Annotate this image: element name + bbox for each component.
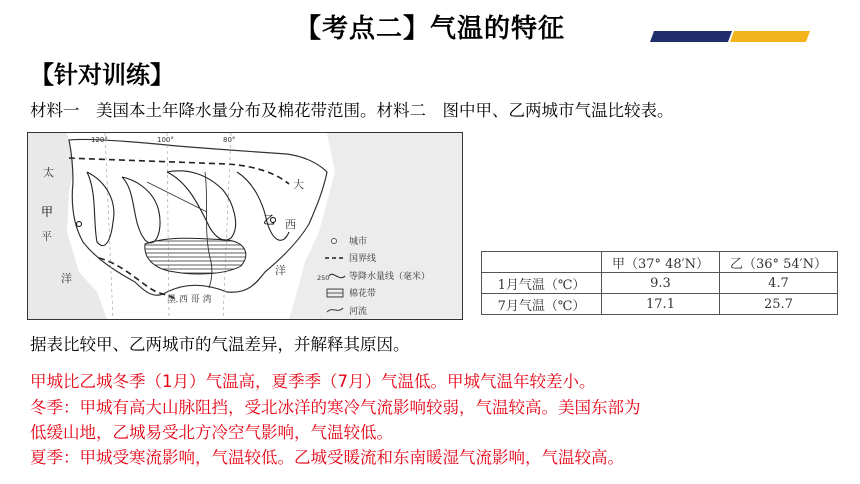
label-yang-east: 洋 bbox=[275, 264, 286, 277]
label-jia: 甲 bbox=[41, 205, 54, 219]
legend-contour-value: 250 bbox=[317, 274, 330, 282]
label-yi: 乙 bbox=[263, 213, 276, 227]
label-gulf: 墨 西 哥 湾 bbox=[167, 295, 212, 305]
label-lon100: 100° bbox=[157, 136, 174, 144]
label-lon80: 80° bbox=[223, 136, 236, 144]
question-text: 据表比较甲、乙两城市的气温差异，并解释其原因。 bbox=[30, 335, 410, 354]
legend-border: 国界线 bbox=[349, 254, 377, 264]
temperature-table bbox=[481, 251, 838, 315]
table-cell: 7月气温（℃） bbox=[482, 294, 602, 315]
label-da: 大 bbox=[293, 178, 304, 191]
section-heading: 【针对训练】 bbox=[30, 61, 174, 89]
table-row bbox=[482, 273, 838, 294]
label-ping: 平 bbox=[41, 230, 52, 243]
label-lon120: 120° bbox=[91, 136, 108, 144]
legend-cotton: 棉花带 bbox=[349, 289, 377, 299]
label-xi: 西 bbox=[285, 218, 296, 231]
table-cell: 25.7 bbox=[720, 294, 838, 315]
legend-city: 城市 bbox=[349, 237, 368, 247]
answer-line: 夏季：甲城受寒流影响，气温较低。乙城受暖流和东南暖湿气流影响，气温较高。 bbox=[30, 448, 624, 467]
legend-isohyet: 等降水量线（毫米） bbox=[349, 272, 431, 282]
legend-river: 河流 bbox=[349, 307, 368, 317]
table-cell: 1月气温（℃） bbox=[482, 273, 602, 294]
table-cell: 4.7 bbox=[720, 273, 838, 294]
material-text: 材料一 美国本土年降水量分布及棉花带范围。材料二 图中甲、乙两城市气温比较表。 bbox=[30, 101, 674, 120]
table-cell: 17.1 bbox=[602, 294, 720, 315]
table-cell: 9.3 bbox=[602, 273, 720, 294]
legend-city-icon bbox=[332, 239, 337, 244]
us-precipitation-map bbox=[27, 132, 463, 320]
answer-line: 低缓山地，乙城易受北方冷空气影响，气温较低。 bbox=[30, 423, 393, 442]
table-row bbox=[482, 294, 838, 315]
table-header: 乙（36° 54′N） bbox=[720, 252, 838, 273]
page-title: 【考点二】气温的特征 bbox=[294, 14, 565, 44]
table-header bbox=[482, 252, 602, 273]
label-yang: 洋 bbox=[61, 272, 72, 285]
answer-line: 甲城比乙城冬季（1月）气温高，夏季季（7月）气温低。甲城气温年较差小。 bbox=[30, 372, 596, 391]
accent-bar-blue bbox=[650, 31, 732, 42]
city-jia bbox=[77, 222, 82, 227]
table-header-row bbox=[482, 252, 838, 273]
label-tai: 太 bbox=[43, 166, 54, 179]
accent-bar-gold bbox=[730, 31, 810, 42]
legend-cotton-icon bbox=[327, 289, 343, 297]
table-header: 甲（37° 48′N） bbox=[602, 252, 720, 273]
answer-line: 冬季：甲城有高大山脉阻挡，受北冰洋的寒冷气流影响较弱，气温较高。美国东部为 bbox=[30, 398, 641, 417]
